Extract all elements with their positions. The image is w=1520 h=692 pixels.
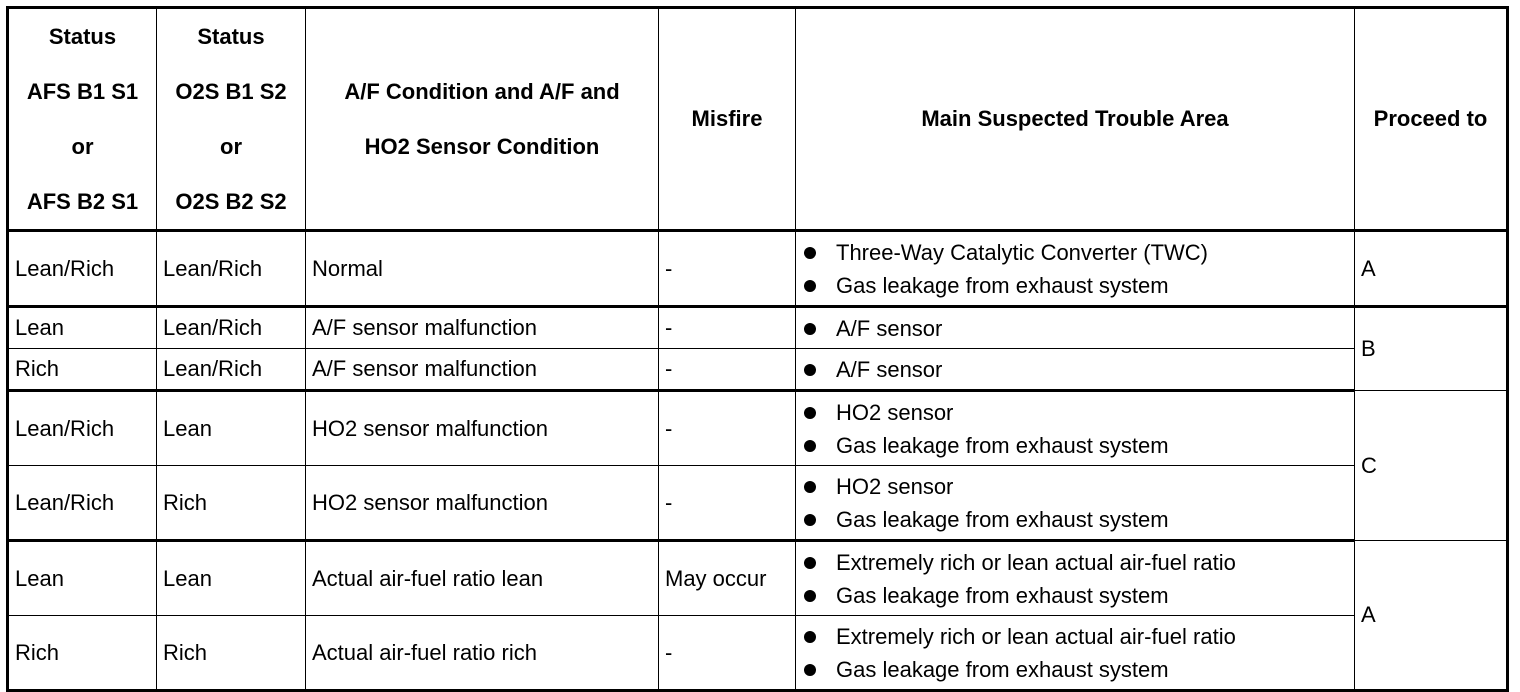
table-row [8, 231, 1508, 307]
header-o2s-line-4: O2S B2 S2 [175, 189, 287, 214]
afs-status-cell: Rich [8, 616, 157, 691]
trouble-list [802, 396, 1354, 462]
trouble-item [802, 353, 1354, 386]
o2s-status-cell: Rich [157, 466, 306, 541]
proceed-cell: C [1355, 391, 1508, 541]
trouble-area-cell [796, 466, 1355, 541]
condition-cell: Actual air-fuel ratio lean [306, 541, 659, 616]
o2s-status-cell: Lean [157, 541, 306, 616]
bullet-icon [804, 631, 816, 643]
o2s-status-cell: Lean/Rich [157, 349, 306, 391]
trouble-item [802, 269, 1354, 302]
header-afs-status [8, 8, 157, 231]
bullet-icon [804, 364, 816, 376]
trouble-item-text: A/F sensor [836, 315, 943, 341]
afs-status-cell: Rich [8, 349, 157, 391]
trouble-list [802, 312, 1354, 345]
misfire-cell: May occur [659, 541, 796, 616]
header-o2s-line-3: or [220, 134, 242, 159]
trouble-area-cell [796, 349, 1355, 391]
bullet-icon [804, 323, 816, 335]
condition-cell: HO2 sensor malfunction [306, 391, 659, 466]
trouble-item [802, 620, 1354, 653]
trouble-area-cell [796, 616, 1355, 691]
misfire-cell: - [659, 231, 796, 307]
condition-cell: A/F sensor malfunction [306, 349, 659, 391]
trouble-area-cell [796, 231, 1355, 307]
o2s-status-cell: Rich [157, 616, 306, 691]
trouble-item [802, 236, 1354, 269]
header-trouble-area: Main Suspected Trouble Area [796, 8, 1355, 231]
trouble-item-text: Gas leakage from exhaust system [836, 506, 1169, 532]
header-row [8, 8, 1508, 231]
condition-cell: HO2 sensor malfunction [306, 466, 659, 541]
trouble-item-text: Three-Way Catalytic Converter (TWC) [836, 239, 1209, 265]
afs-status-cell: Lean [8, 541, 157, 616]
trouble-list [802, 620, 1354, 686]
trouble-item [802, 396, 1354, 429]
misfire-cell: - [659, 391, 796, 466]
condition-cell: Actual air-fuel ratio rich [306, 616, 659, 691]
condition-cell: A/F sensor malfunction [306, 307, 659, 349]
header-o2s-status [157, 8, 306, 231]
header-misfire: Misfire [659, 8, 796, 231]
trouble-list [802, 546, 1354, 612]
bullet-icon [804, 664, 816, 676]
table-row [8, 391, 1508, 466]
trouble-item [802, 429, 1354, 462]
table-row [8, 466, 1508, 541]
header-afs-line-3: or [71, 134, 94, 159]
trouble-item [802, 579, 1354, 612]
trouble-item [802, 653, 1354, 686]
header-condition-line-1: A/F Condition and A/F and [344, 79, 620, 104]
table-row [8, 307, 1508, 349]
trouble-item [802, 312, 1354, 345]
bullet-icon [804, 407, 816, 419]
table-row [8, 541, 1508, 616]
trouble-item [802, 470, 1354, 503]
misfire-cell: - [659, 349, 796, 391]
header-afs-line-2: AFS B1 S1 [26, 79, 139, 104]
troubleshooting-table [6, 6, 1509, 692]
misfire-cell: - [659, 616, 796, 691]
bullet-icon [804, 247, 816, 259]
trouble-item-text: Gas leakage from exhaust system [836, 272, 1169, 298]
afs-status-cell: Lean/Rich [8, 466, 157, 541]
afs-status-cell: Lean/Rich [8, 391, 157, 466]
trouble-list [802, 236, 1354, 302]
trouble-item-text: HO2 sensor [836, 473, 954, 499]
header-afs-line-4: AFS B2 S1 [26, 189, 139, 214]
bullet-icon [804, 590, 816, 602]
trouble-item-text: Gas leakage from exhaust system [836, 432, 1169, 458]
trouble-list [802, 470, 1354, 536]
table-row [8, 616, 1508, 691]
bullet-icon [804, 557, 816, 569]
o2s-status-cell: Lean/Rich [157, 231, 306, 307]
condition-cell: Normal [306, 231, 659, 307]
header-afs-line-1: Status [48, 24, 117, 49]
trouble-area-cell [796, 307, 1355, 349]
header-condition-line-2: HO2 Sensor Condition [364, 134, 600, 159]
trouble-area-cell [796, 391, 1355, 466]
trouble-item-text: Extremely rich or lean actual air-fuel ratio [836, 623, 1236, 649]
o2s-status-cell: Lean/Rich [157, 307, 306, 349]
bullet-icon [804, 280, 816, 292]
afs-status-cell: Lean [8, 307, 157, 349]
header-o2s-line-2: O2S B1 S2 [175, 79, 287, 104]
trouble-list [802, 353, 1354, 386]
bullet-icon [804, 481, 816, 493]
afs-status-cell: Lean/Rich [8, 231, 157, 307]
header-proceed-to: Proceed to [1355, 8, 1508, 231]
trouble-item-text: Extremely rich or lean actual air-fuel ratio [836, 549, 1236, 575]
trouble-item-text: Gas leakage from exhaust system [836, 582, 1169, 608]
proceed-cell: B [1355, 307, 1508, 391]
trouble-item [802, 546, 1354, 579]
o2s-status-cell: Lean [157, 391, 306, 466]
misfire-cell: - [659, 307, 796, 349]
bullet-icon [804, 514, 816, 526]
trouble-area-cell [796, 541, 1355, 616]
table-row [8, 349, 1508, 391]
header-condition [306, 8, 659, 231]
trouble-item-text: A/F sensor [836, 356, 943, 382]
trouble-item [802, 503, 1354, 536]
header-o2s-line-1: Status [197, 24, 265, 49]
proceed-cell: A [1355, 541, 1508, 691]
proceed-cell: A [1355, 231, 1508, 307]
misfire-cell: - [659, 466, 796, 541]
trouble-item-text: HO2 sensor [836, 399, 954, 425]
bullet-icon [804, 440, 816, 452]
trouble-item-text: Gas leakage from exhaust system [836, 656, 1169, 682]
